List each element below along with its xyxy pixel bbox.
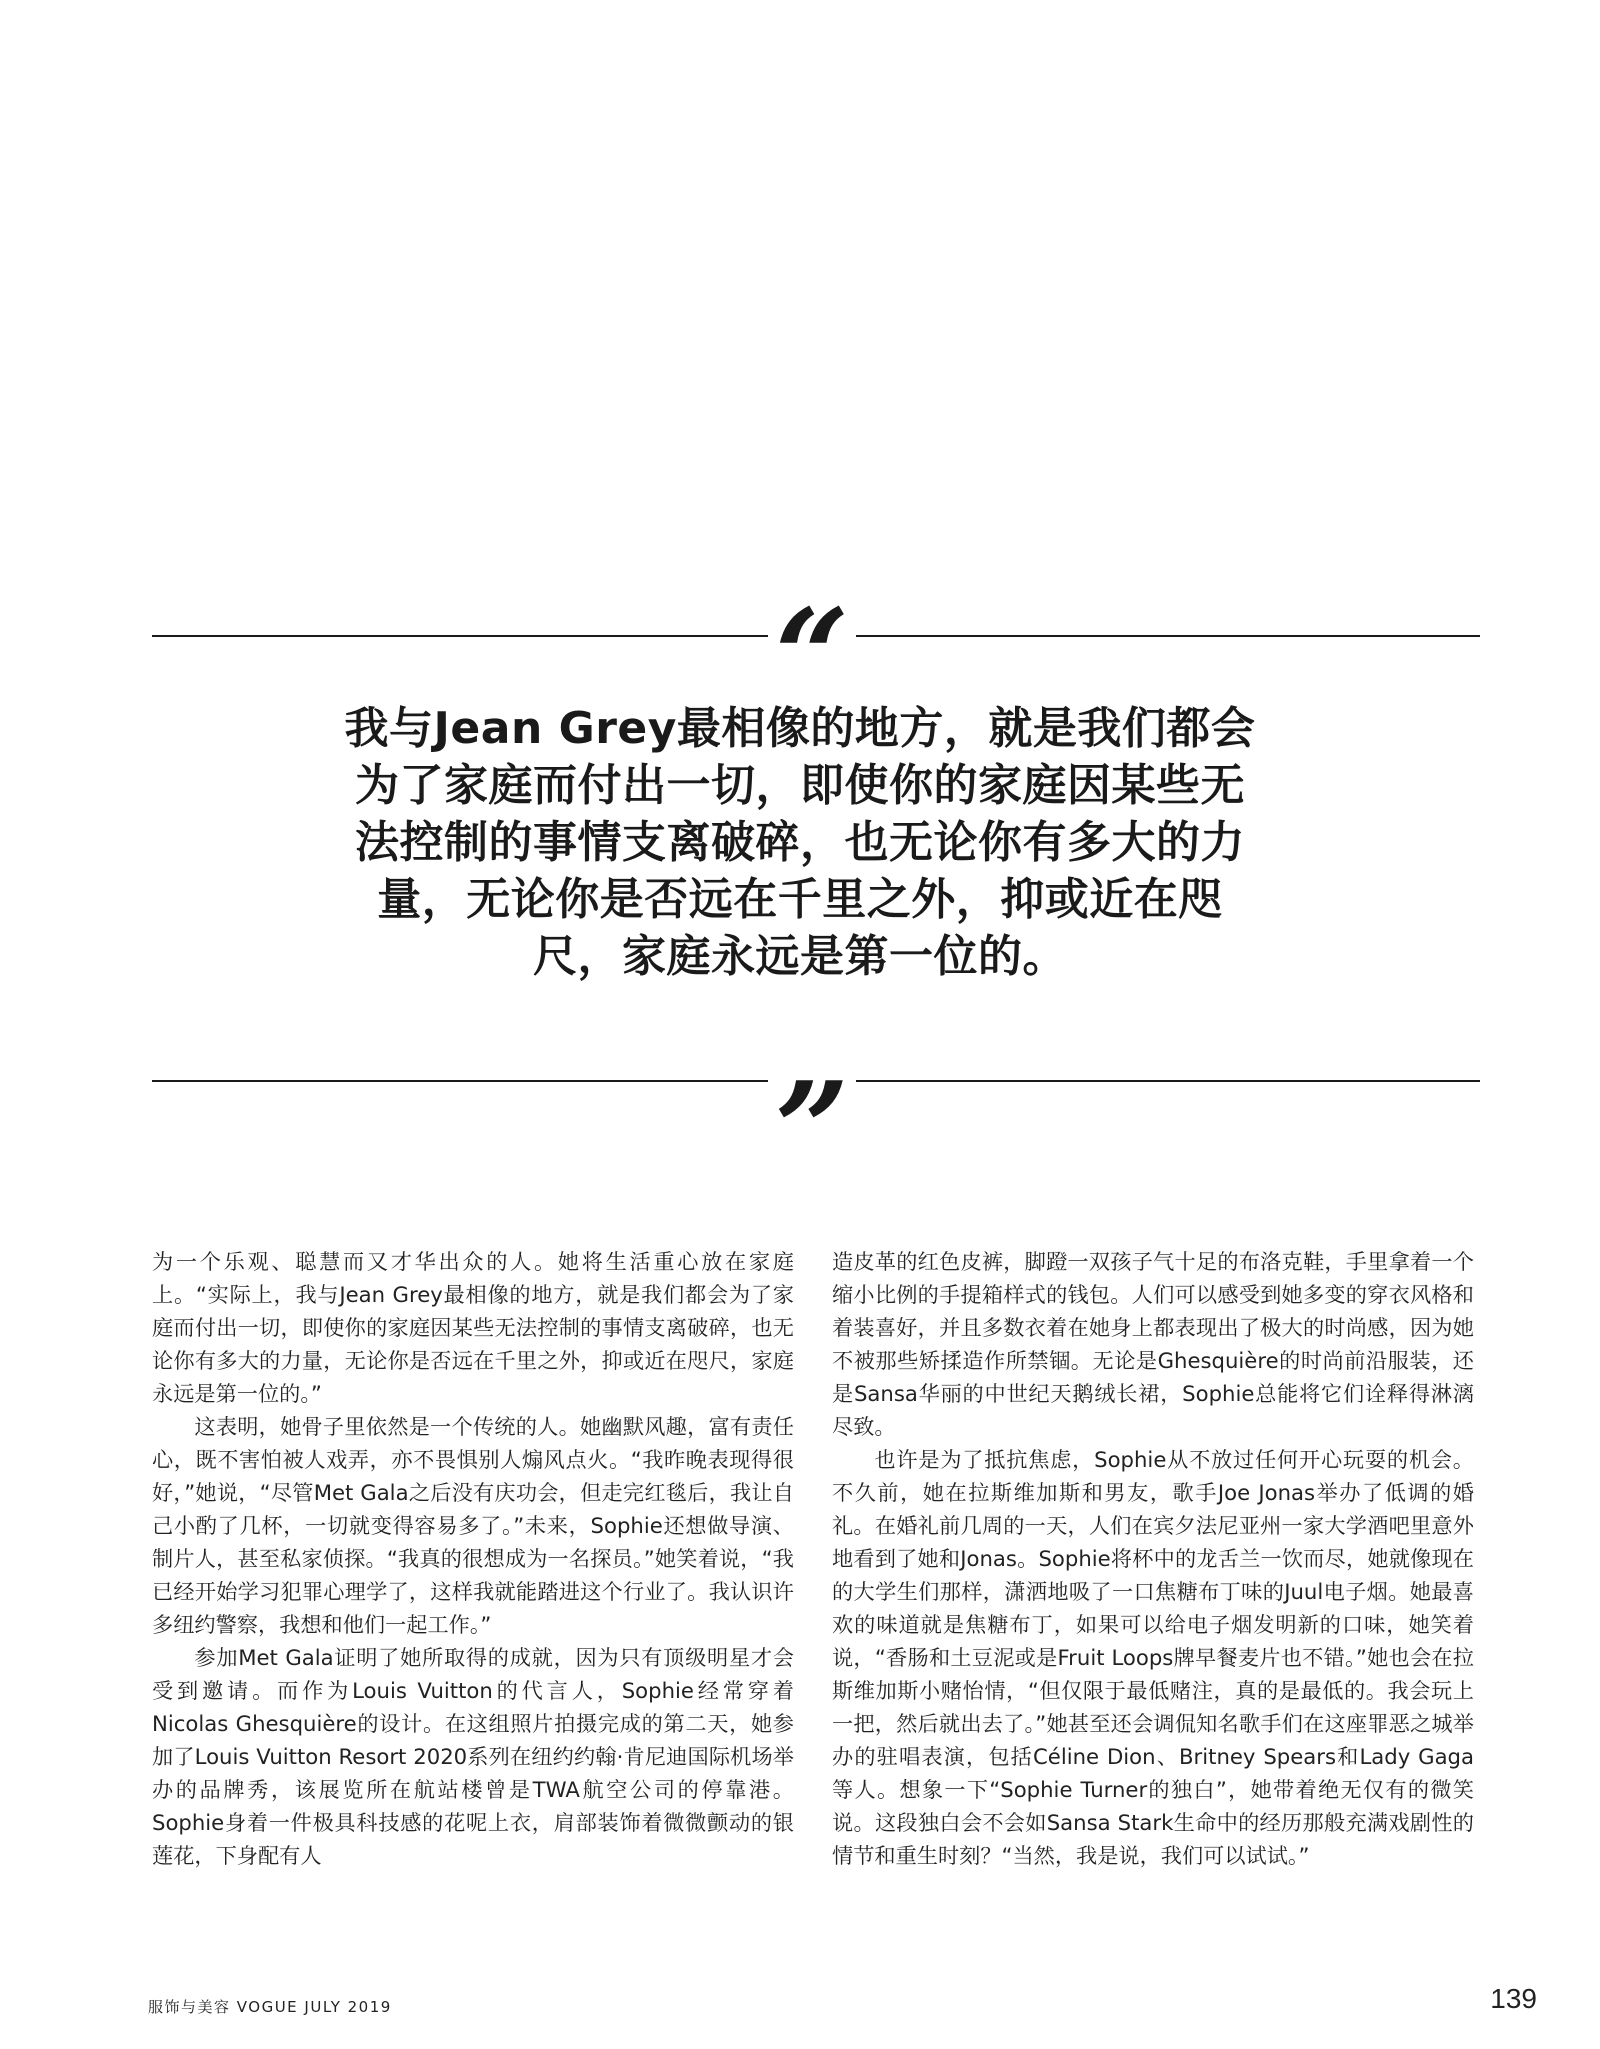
page-number: 139 (1490, 1983, 1537, 2014)
quote-rule-top (152, 580, 1480, 733)
paragraph: 为一个乐观、聪慧而又才华出众的人。她将生活重心放在家庭上。“实际上，我与Jean Grey最相像的地方，就是我们都会为了家庭而付出一切，即使你的家庭因某些无法控制的事情支离破碎，也无论你有多大的力量，无论你是否远在千里之外，抑或近在咫尺，家庭永远是第一位的。” (152, 1249, 794, 1406)
paragraph: 造皮革的红色皮裤，脚蹬一双孩子气十足的布洛克鞋，手里拿着一个缩小比例的手提箱样式的钱包。人们可以感受到她多变的穿衣风格和着装喜好，并且多数衣着在她身上都表现出了极大的时尚感，因为她不被那些矫揉造作所禁锢。无论是Ghesquière的时尚前沿服装，还是Sansa华丽的中世纪天鹅绒长裙，Sophie总能将它们诠释得淋漓尽致。 (832, 1249, 1474, 1439)
divider-line (856, 635, 1480, 637)
pull-quote: 我与Jean Grey最相像的地方，就是我们都会为了家庭而付出一切，即使你的家庭因某些无法控制的事情支离破碎，也无论你有多大的力量，无论你是否远在千里之外，抑或近在咫尺，家庭永远是第一位的。 (344, 703, 1256, 982)
divider-line (152, 635, 768, 637)
body-column-left (152, 1245, 794, 1872)
open-quote-mark: “ (774, 580, 850, 733)
paragraph: 这表明，她骨子里依然是一个传统的人。她幽默风趣，富有责任心，既不害怕被人戏弄，亦不畏惧别人煽风点火。“我昨晚表现得很好，”她说，“尽管Met Gala之后没有庆功会，但走完红毯后，我让自己小酌了几杯，一切就变得容易多了。”未来，Sophie还想做导演、制片人，甚至私家侦探。“我真的很想成为一名探员。”她笑着说，“我已经开始学习犯罪心理学了，这样我就能踏进这个行业了。我认识许多纽约警察，我想和他们一起工作。” (152, 1414, 794, 1637)
quote-rule-bottom (152, 1030, 1480, 1206)
divider-line (856, 1080, 1480, 1082)
paragraph: 也许是为了抵抗焦虑，Sophie从不放过任何开心玩耍的机会。不久前，她在拉斯维加斯和男友，歌手Joe Jonas举办了低调的婚礼。在婚礼前几周的一天，人们在宾夕法尼亚州一家大学酒吧里意外地看到了她和Jonas。Sophie将杯中的龙舌兰一饮而尽，她就像现在的大学生们那样，潇洒地吸了一口焦糖布丁味的Juul电子烟。她最喜欢的味道就是焦糖布丁，如果可以给电子烟发明新的口味，她笑着说，“香肠和土豆泥或是Fruit Loops牌早餐麦片也不错。”她也会在拉斯维加斯小赌怡情，“但仅限于最低赌注，真的是最低的。我会玩上一把，然后就出去了。”她甚至还会调侃知名歌手们在这座罪恶之城举办的驻唱表演，包括Céline Dion、Britney Spears和Lady Gaga等人。想象一下“Sophie Turner的独白”，她带着绝无仅有的微笑说。这段独白会不会如Sansa Stark生命中的经历那般充满戏剧性的情节和重生时刻？“当然，我是说，我们可以试试。” (832, 1447, 1474, 1868)
body-column-right (832, 1245, 1474, 1872)
close-quote-mark: ” (774, 1053, 850, 1206)
paragraph: 参加Met Gala证明了她所取得的成就，因为只有顶级明星才会受到邀请。而作为Louis Vuitton的代言人，Sophie经常穿着Nicolas Ghesquière的设计。在这组照片拍摄完成的第二天，她参加了Louis Vuitton Resort 2020系列在纽约约翰·肯尼迪国际机场举办的品牌秀，该展览所在航站楼曾是TWA航空公司的停靠港。Sophie身着一件极具科技感的花呢上衣，肩部装饰着微微颤动的银莲花，下身配有人 (152, 1645, 794, 1868)
publication-footer: 服饰与美容 VOGUE JULY 2019 (148, 1998, 392, 2016)
divider-line (152, 1080, 768, 1082)
